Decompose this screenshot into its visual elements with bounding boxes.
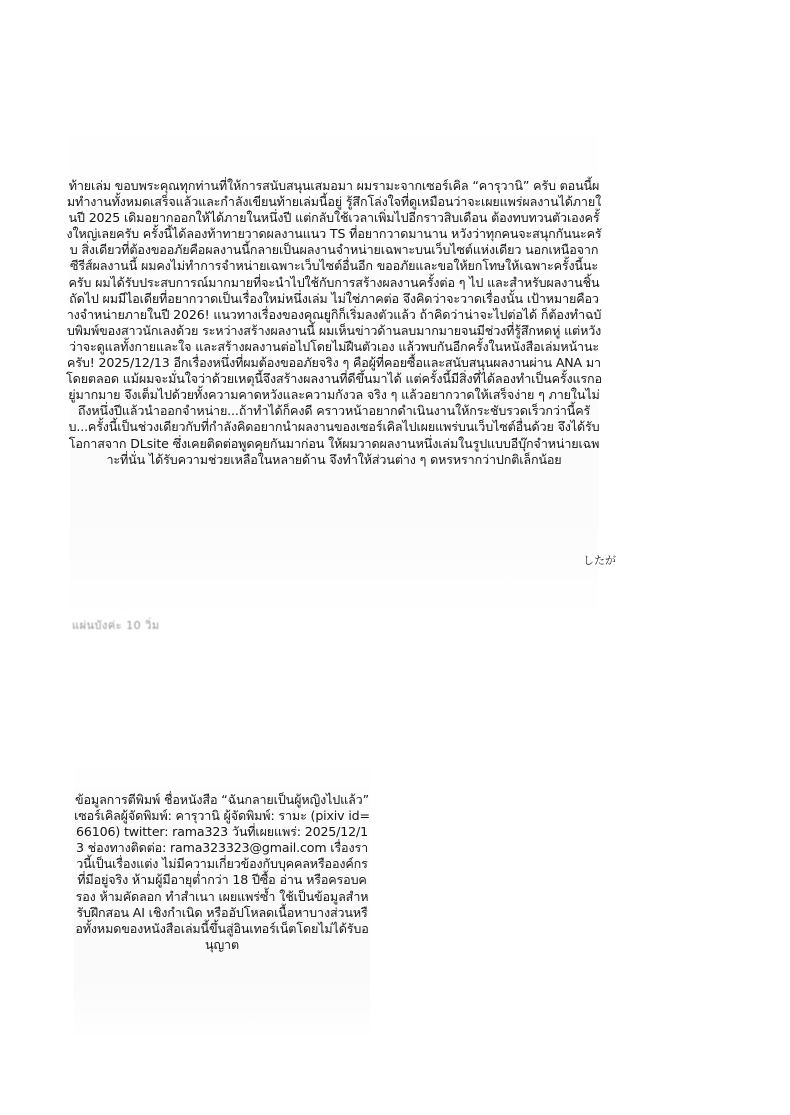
faded-page-mark: แผ่นบังค่ะ 10 วิ่ม [72,619,160,632]
afterword-text: ท้ายเล่ม ขอบพระคุณทุกท่านที่ให้การสนับสนุนเสมอมา ผมรามะจากเซอร์เคิล “คารุวานิ” ครับ ตอนนี้ผมทำงานทั้งหมดเสร็จแล้วและกำลังเขียนท้ายเล่มนี้อยู่ รู้สึกโล่งใจที่ดูเหมือนว่าจะเผยแพร่ผลงานได้ภายในปี 2025 เดิมอยากออกให้ได้ภายในหนึ่งปี แต่กลับใช้เวลาเพิ่มไปอีกราวสิบเดือน ต้องทบทวนตัวเองครั้งใหญ่เลยครับ ครั้งนี้ได้ลองท้าทายวาดผลงานแนว TS ที่อยากวาดมานาน หวังว่าทุกคนจะสนุกกันนะครับ สิ่งเดียวที่ต้องขออภัยคือผลงานนี้กลายเป็นผลงานจำหน่ายเฉพาะบนเว็บไซต์แห่งเดียว นอกเหนือจากซีรีส์ผลงานนี้ ผมคงไม่ทำการจำหน่ายเฉพาะเว็บไซต์อื่นอีก ขออภัยและขอให้ยกโทษให้เฉพาะครั้งนี้นะครับ ผมได้รับประสบการณ์มากมายที่จะนำไปใช้กับการสร้างผลงานครั้งต่อ ๆ ไป และสำหรับผลงานชิ้นถัดไป ผมมีไอเดียที่อยากวาดเป็นเรื่องใหม่หนึ่งเล่ม ไม่ใช่ภาคต่อ จึงคิดว่าจะวาดเรื่องนั้น เป้าหมายคือวางจำหน่ายภายในปี 2026! แนวทางเรื่องของคุณยูกิก็เริ่มลงตัวแล้ว ถ้าคิดว่าน่าจะไปต่อได้ ก็ต้องทำฉบับพิมพ์ของสาวนักเลงด้วย ระหว่างสร้างผลงานนี้ ผมเห็นข่าวด้านลบมากมายจนมีช่วงที่รู้สึกหดหู่ แต่หวังว่าจะดูแลทั้งกายและใจ และสร้างผลงานต่อไปโดยไม่ฝืนตัวเอง แล้วพบกันอีกครั้งในหนังสือเล่มหน้านะครับ! 2025/12/13 อีกเรื่องหนึ่งที่ผมต้องขออภัยจริง ๆ คือผู้ที่คอยซื้อและสนับสนุนผลงานผ่าน ANA มาโดยตลอด แม้ผมจะมั่นใจว่าด้วยเหตุนี้จึงสร้างผลงานที่ดีขึ้นมาได้ แต่ครั้งนี้มีสิ่งที่ได้ลองทำเป็นครั้งแรกอยู่มากมาย จึงเต็มไปด้วยทั้งความคาดหวังและความกังวล จริง ๆ แล้วอยากวาดให้เสร็จง่าย ๆ ภายในไม่ถึงหนึ่งปีแล้วนำออกจำหน่าย...ถ้าทำได้ก็คงดี คราวหน้าอยากดำเนินงานให้กระชับรวดเร็วกว่านี้ครับ...ครั้งนี้เป็นช่วงเดียวกับที่กำลังคิดอยากนำผลงานของเซอร์เคิลไปเผยแพร่บนเว็บไซต์อื่นด้วย จึงได้รับโอกาสจาก DLsite ซึ่งเคยติดต่อพูดคุยกันมาก่อน ให้ผมวาดผลงานหนึ่งเล่มในรูปแบบอีบุ๊กจำหน่ายเฉพาะที่นั่น ได้รับความช่วยเหลือในหลายด้าน จึงทำให้ส่วนต่าง ๆ ดหรหรากว่าปกติเล็กน้อย [66,178,602,467]
afterword-trailing-label: したが [583,554,616,567]
colophon-text: ข้อมูลการตีพิมพ์ ชื่อหนังสือ “ฉันกลายเป็นผู้หญิงไปแล้ว” เซอร์เคิลผู้จัดพิมพ์: คารุวานิ ผู้จัดพิมพ์: รามะ (pixiv id=66106) twitter: rama323 วันที่เผยแพร่: 2025/12/13 ช่องทางติดต่อ: rama323323@gmail.com เรื่องราวนี้เป็นเรื่องแต่ง ไม่มีความเกี่ยวข้องกับบุคคลหรือองค์กรที่มีอยู่จริง ห้ามผู้มีอายุต่ำกว่า 18 ปีซื้อ อ่าน หรือครอบครอง ห้ามคัดลอก ทำสำเนา เผยแพร่ซ้ำ ใช้เป็นข้อมูลสำหรับฝึกสอน AI เชิงกำเนิด หรืออัปโหลดเนื้อหาบางส่วนหรือทั้งหมดของหนังสือเล่มนี้ขึ้นสู่อินเทอร์เน็ตโดยไม่ได้รับอนุญาต [74,792,370,952]
